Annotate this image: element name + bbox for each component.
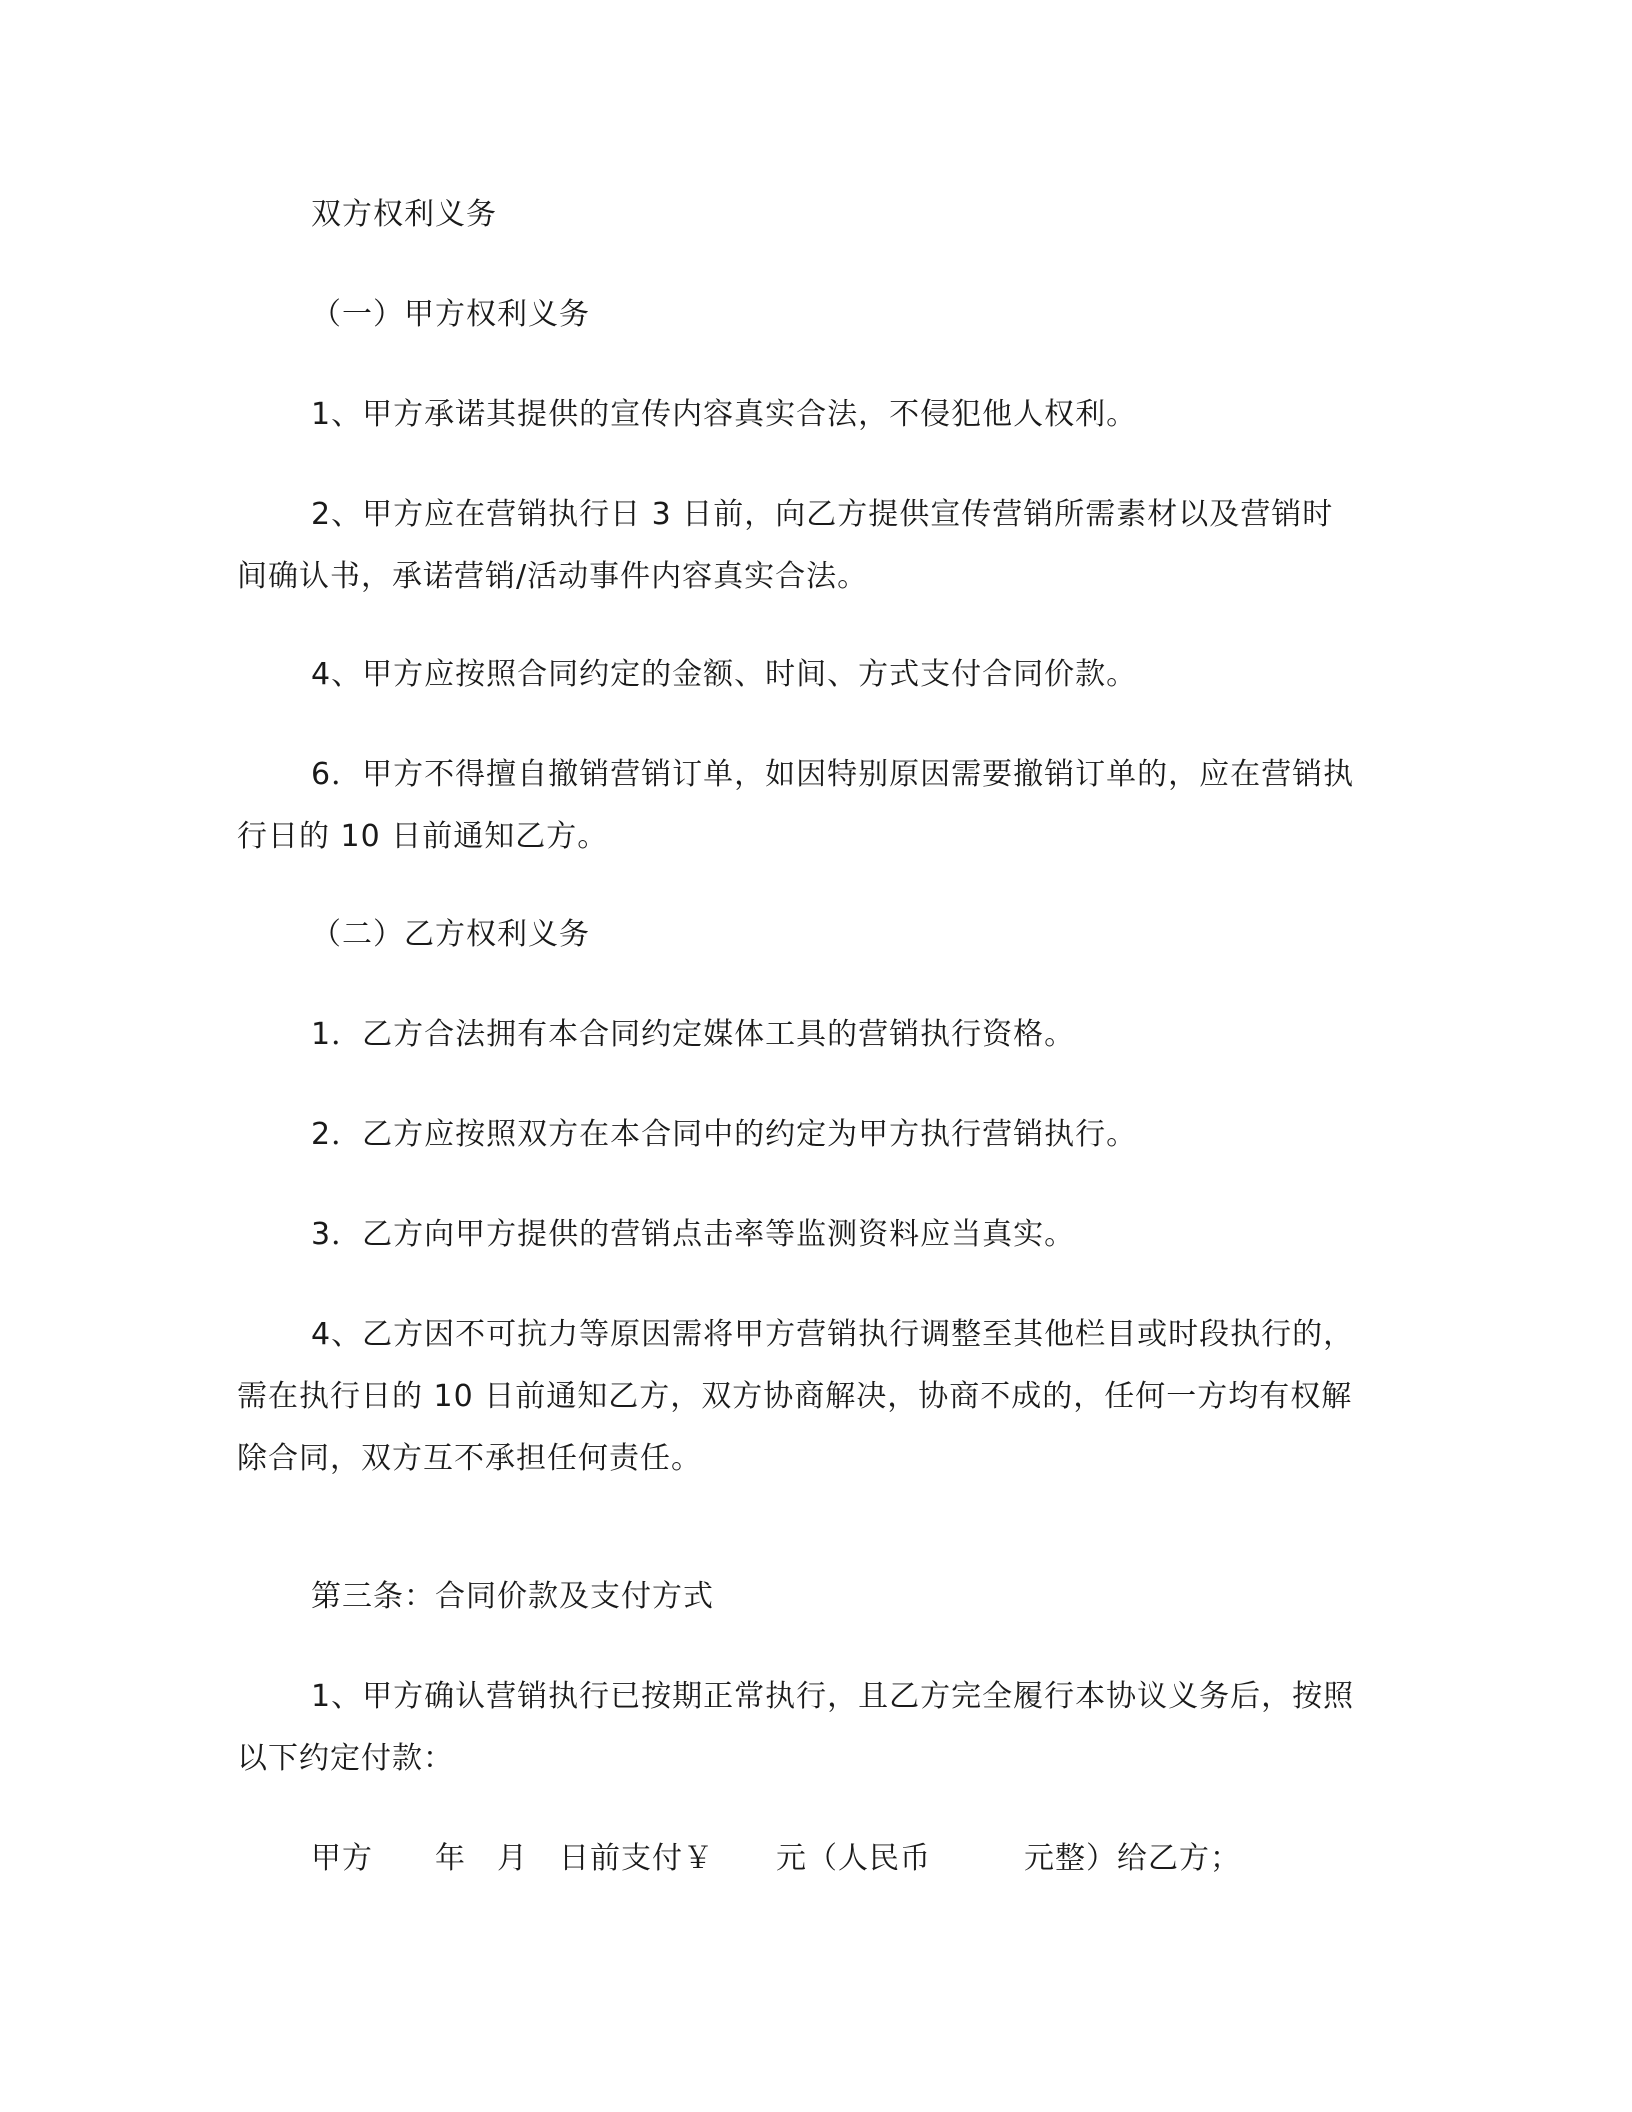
party-a-item-6: 6．甲方不得擅自撤销营销订单，如因特别原因需要撤销订单的，应在营销执 <box>311 757 1355 792</box>
party-a-item-4: 4、甲方应按照合同约定的金额、时间、方式支付合同价款。 <box>311 657 1138 692</box>
party-a-item-1: 1、甲方承诺其提供的宣传内容真实合法，不侵犯他人权利。 <box>311 397 1138 432</box>
party-b-item-4-cont-2: 除合同，双方互不承担任何责任。 <box>237 1441 702 1476</box>
party-b-item-3: 3．乙方向甲方提供的营销点击率等监测资料应当真实。 <box>311 1217 1076 1252</box>
party-b-heading: （二）乙方权利义务 <box>311 917 590 952</box>
article3-item-1-cont: 以下约定付款： <box>237 1741 454 1776</box>
party-b-item-1: 1．乙方合法拥有本合同约定媒体工具的营销执行资格。 <box>311 1017 1076 1052</box>
party-b-item-2: 2．乙方应按照双方在本合同中的约定为甲方执行营销执行。 <box>311 1117 1138 1152</box>
article3-title: 第三条：合同价款及支付方式 <box>311 1579 714 1614</box>
party-a-heading: （一）甲方权利义务 <box>311 297 590 332</box>
party-a-item-2: 2、甲方应在营销执行日 3 日前，向乙方提供宣传营销所需素材以及营销时 <box>311 497 1334 532</box>
section-title: 双方权利义务 <box>311 197 497 232</box>
article3-item-1: 1、甲方确认营销执行已按期正常执行，且乙方完全履行本协议义务后，按照 <box>311 1679 1355 1714</box>
party-a-item-6-cont: 行日的 10 日前通知乙方。 <box>237 819 609 854</box>
party-b-item-4-cont-1: 需在执行日的 10 日前通知乙方，双方协商解决，协商不成的，任何一方均有权解 <box>237 1379 1353 1414</box>
party-a-item-2-cont: 间确认书，承诺营销/活动事件内容真实合法。 <box>237 559 869 594</box>
party-b-item-4: 4、乙方因不可抗力等原因需将甲方营销执行调整至其他栏目或时段执行的， <box>311 1317 1355 1352</box>
payment-line: 甲方 年 月 日前支付￥ 元（人民币 元整）给乙方； <box>311 1841 1241 1876</box>
